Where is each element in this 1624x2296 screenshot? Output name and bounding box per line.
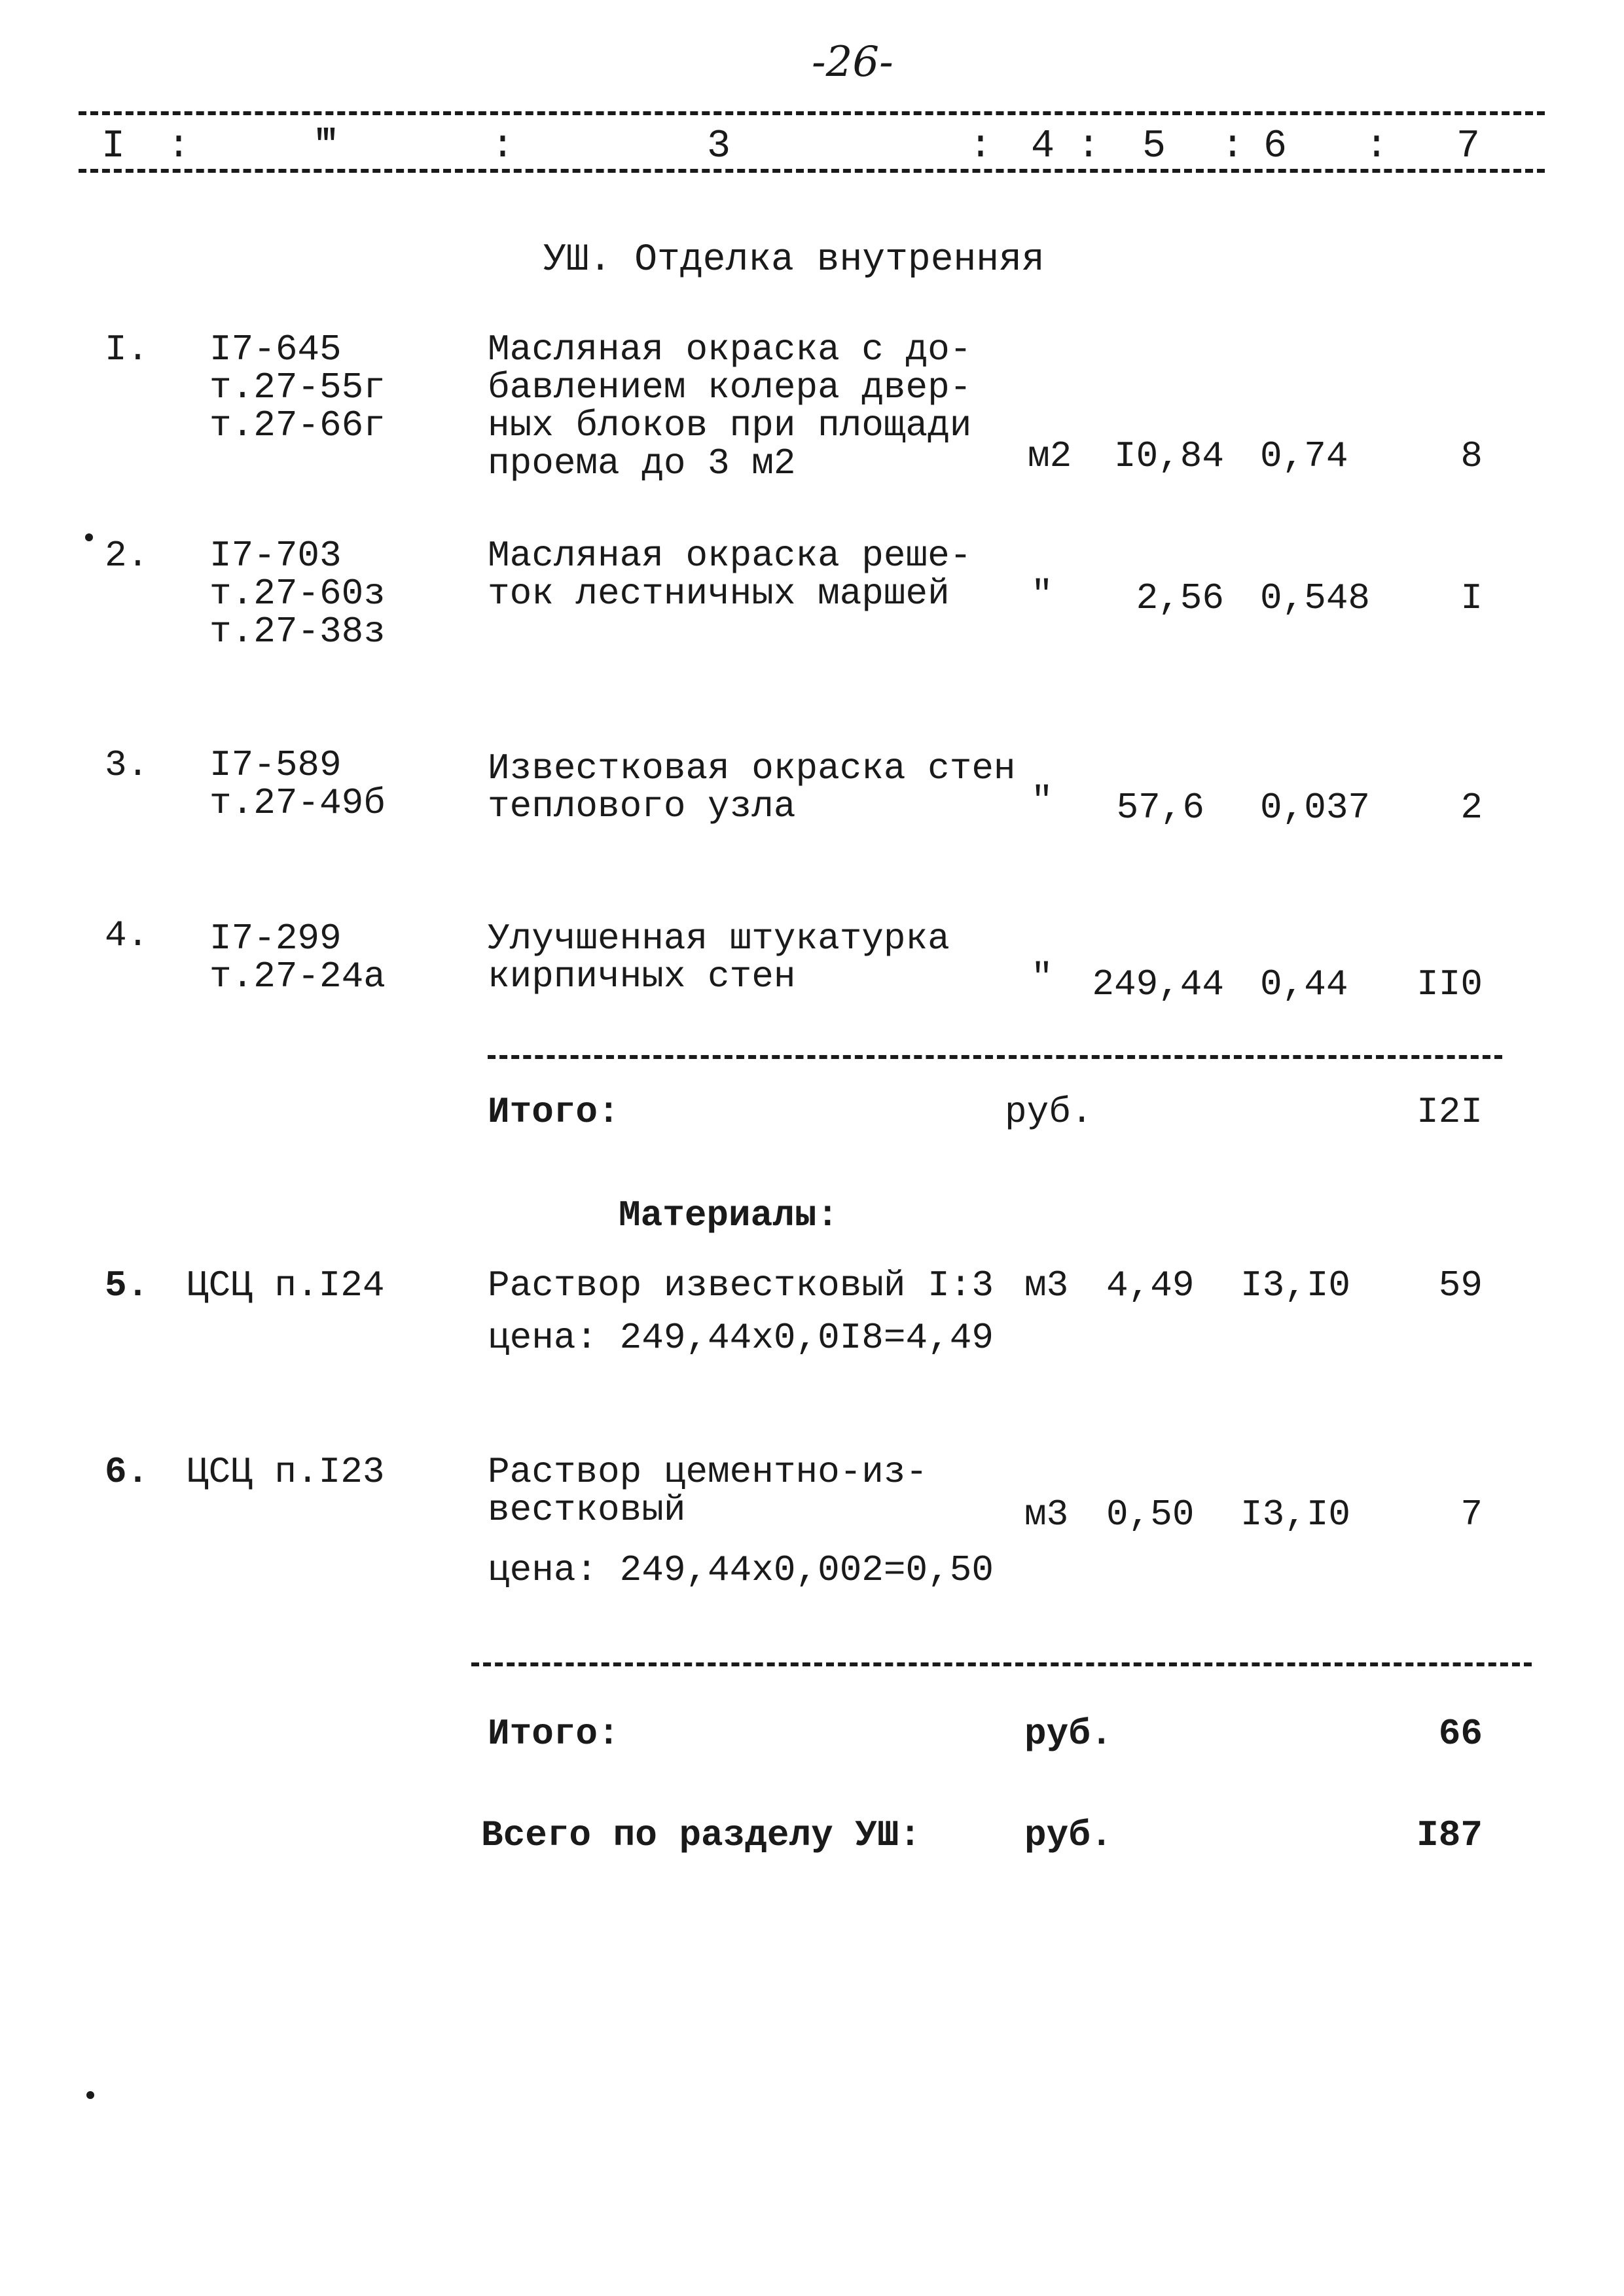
row-unit: м2 (1028, 435, 1072, 477)
subtotal-total: 66 (1438, 1713, 1483, 1755)
row-quantity: 4,49 (1106, 1265, 1195, 1306)
row-quantity: 2,56 (1136, 577, 1224, 619)
row-code: ЦСЦ п.I23 (187, 1451, 385, 1493)
row-number: 2. (105, 535, 149, 577)
row-number: 4. (105, 914, 149, 956)
row-code: I7-703 т.27-60з т.27-38з (209, 535, 386, 653)
section-total-label: Всего по разделу УШ: (481, 1814, 922, 1856)
col-header-sep: : (1077, 124, 1101, 169)
subtotal-rule (488, 1055, 1502, 1059)
col-header-5: 5 (1142, 124, 1166, 169)
header-top-rule (79, 111, 1545, 115)
row-description: Раствор известковый I:3 (488, 1265, 994, 1306)
col-header-sep: : (1365, 124, 1389, 169)
row-price: I3,I0 (1240, 1265, 1351, 1306)
row-description: Улучшенная штукатурка кирпичных стен (488, 918, 950, 997)
row-total: 59 (1438, 1265, 1483, 1306)
row-quantity: I0,84 (1113, 435, 1224, 477)
row-unit: " (1031, 957, 1053, 999)
row-price: 0,44 (1260, 963, 1348, 1005)
row-description: Известковая окраска стен теплового узла (488, 747, 1016, 827)
row-unit: " (1031, 574, 1053, 616)
row-description: Раствор цементно-из- вестковый (488, 1451, 928, 1531)
row-unit: м3 (1024, 1265, 1069, 1306)
row-number: 6. (105, 1451, 149, 1493)
col-header-sep: : (167, 124, 191, 169)
section-total-unit: руб. (1024, 1814, 1113, 1856)
row-total: II0 (1416, 963, 1483, 1005)
row-number: 3. (105, 744, 149, 786)
row-unit: " (1031, 780, 1053, 822)
page-number: -26- (812, 38, 893, 86)
price-formula: цена: 249,44х0,002=0,50 (488, 1549, 994, 1591)
subtotal-unit: руб. (1024, 1713, 1113, 1755)
col-header-4: 4 (1031, 124, 1055, 169)
row-quantity: 0,50 (1106, 1494, 1195, 1535)
section-title: УШ. Отделка внутренняя (543, 239, 1045, 281)
price-formula: цена: 249,44х0,0I8=4,49 (488, 1317, 994, 1359)
col-header-sep: : (1221, 124, 1245, 169)
row-price: I3,I0 (1240, 1494, 1351, 1535)
col-header-sep: : (969, 124, 993, 169)
row-total: 2 (1460, 787, 1483, 829)
row-description: Масляная окраска с до- бавлением колера двер- ных блоков при площади проема до 3 м2 (488, 329, 972, 484)
section-total-value: I87 (1416, 1814, 1483, 1856)
row-quantity: 57,6 (1116, 787, 1204, 829)
col-header-1: I (101, 124, 126, 169)
row-description: Масляная окраска реше- ток лестничных маршей (488, 535, 972, 615)
col-header-3: 3 (707, 124, 731, 169)
subtotal-unit: руб. (1005, 1091, 1093, 1133)
row-price: 0,037 (1260, 787, 1371, 829)
row-code: I7-589 т.27-49б (209, 744, 386, 824)
row-number: 5. (105, 1265, 149, 1306)
dot-mark (85, 533, 93, 541)
row-code: ЦСЦ п.I24 (187, 1265, 385, 1306)
row-price: 0,548 (1260, 577, 1371, 619)
row-number: I. (105, 329, 149, 370)
header-bottom-rule (79, 169, 1545, 173)
row-code: I7-299 т.27-24а (209, 918, 386, 997)
dot-mark (86, 2091, 94, 2099)
row-quantity: 249,44 (1092, 963, 1224, 1005)
col-header-6: 6 (1263, 124, 1288, 169)
row-total: I (1460, 577, 1483, 619)
col-header-sep: : (491, 124, 515, 169)
col-header-7: 7 (1456, 124, 1481, 169)
row-code: I7-645 т.27-55г т.27-66г (209, 329, 386, 446)
row-total: 7 (1460, 1494, 1483, 1535)
row-unit: м3 (1024, 1494, 1069, 1535)
subtotal-total: I2I (1416, 1091, 1483, 1133)
col-header-2: ‴ (314, 124, 338, 169)
subtotal-label: Итого: (488, 1091, 620, 1133)
row-total: 8 (1460, 435, 1483, 477)
subtotal-rule (471, 1662, 1532, 1666)
row-price: 0,74 (1260, 435, 1348, 477)
materials-title: Материалы: (619, 1194, 839, 1236)
subtotal-label: Итого: (488, 1713, 620, 1755)
